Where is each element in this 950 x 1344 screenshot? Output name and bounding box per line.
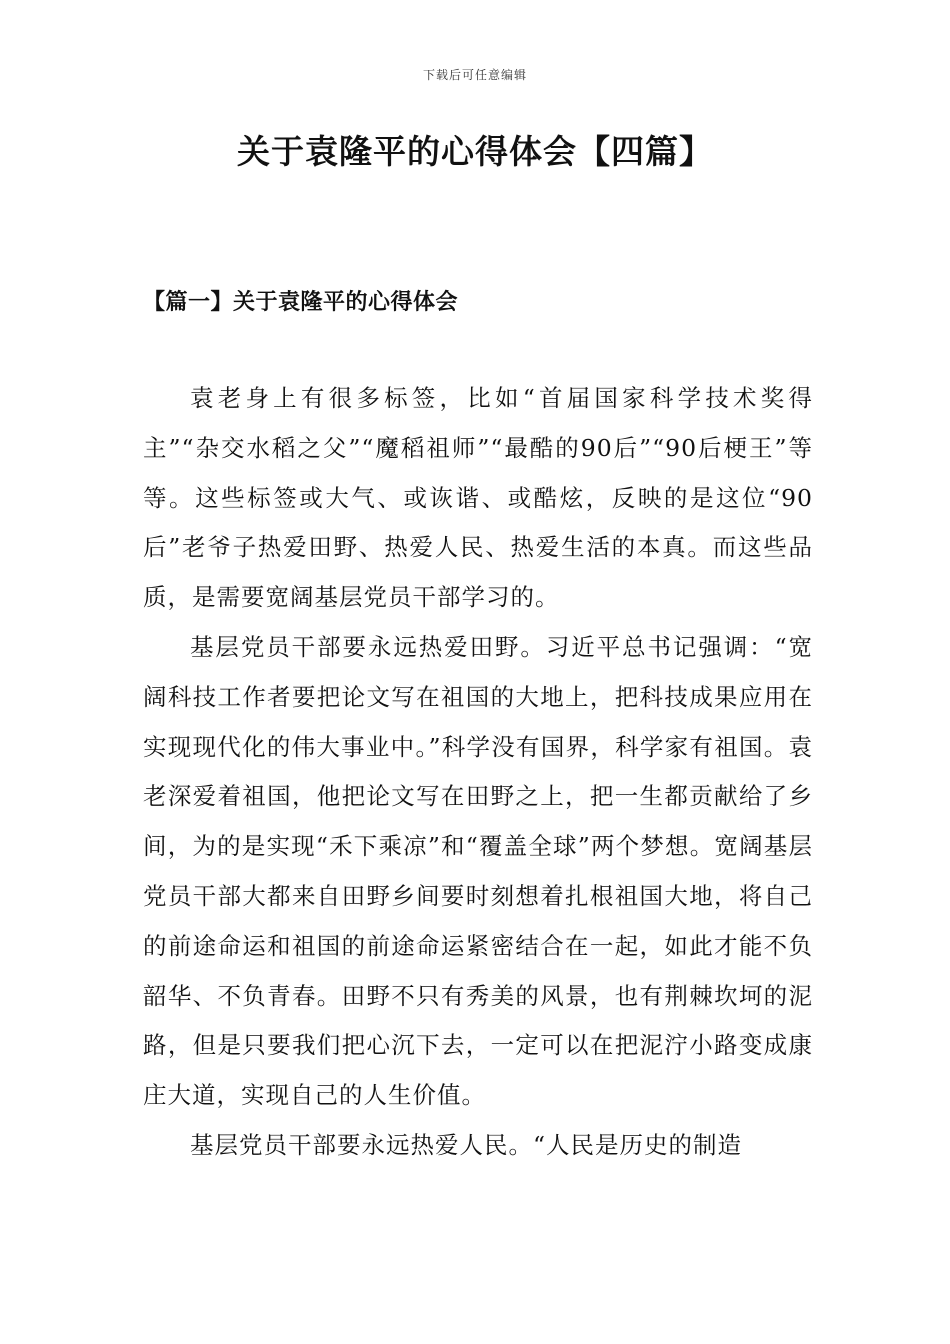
paragraph: 基层党员干部要永远热爱田野。习近平总书记强调：“宽阔科技工作者要把论文写在祖国的大地上，把科技成果应用在实现现代化的伟大事业中。”科学没有国界，科学家有祖国。袁老深爱着祖国，他把论文写在田野之上，把一生都贡献给了乡间，为的是实现“禾下乘凉”和“覆盖全球”两个梦想。宽阔基层党员干部大都来自田野乡间要时刻想着扎根祖国大地，将自己的前途命运和祖国的前途命运紧密结合在一起，如此才能不负韶华、不负青春。田野不只有秀美的风景，也有荆棘坎坷的泥路，但是只要我们把心沉下去，一定可以在把泥泞小路变成康庄大道，实现自己的人生价值。 <box>143 632 813 1110</box>
paragraph: 基层党员干部要永远热爱人民。“人民是历史的制造 <box>190 1130 743 1159</box>
document-body <box>143 374 813 1171</box>
document-title: 关于袁隆平的心得体会【四篇】 <box>237 132 713 171</box>
header-note: 下载后可任意编辑 <box>422 68 527 82</box>
section-heading: 【篇一】关于袁隆平的心得体会 <box>143 289 459 315</box>
paragraph: 袁老身上有很多标签，比如“首届国家科学技术奖得主”“杂交水稻之父”“魔稻祖师”“最酷的90后”“90后梗王”等等。这些标签或大气、或诙谐、或酷炫，反映的是这位“90后”老爷子热爱田野、热爱人民、热爱生活的本真。而这些品质，是需要宽阔基层党员干部学习的。 <box>143 384 813 612</box>
